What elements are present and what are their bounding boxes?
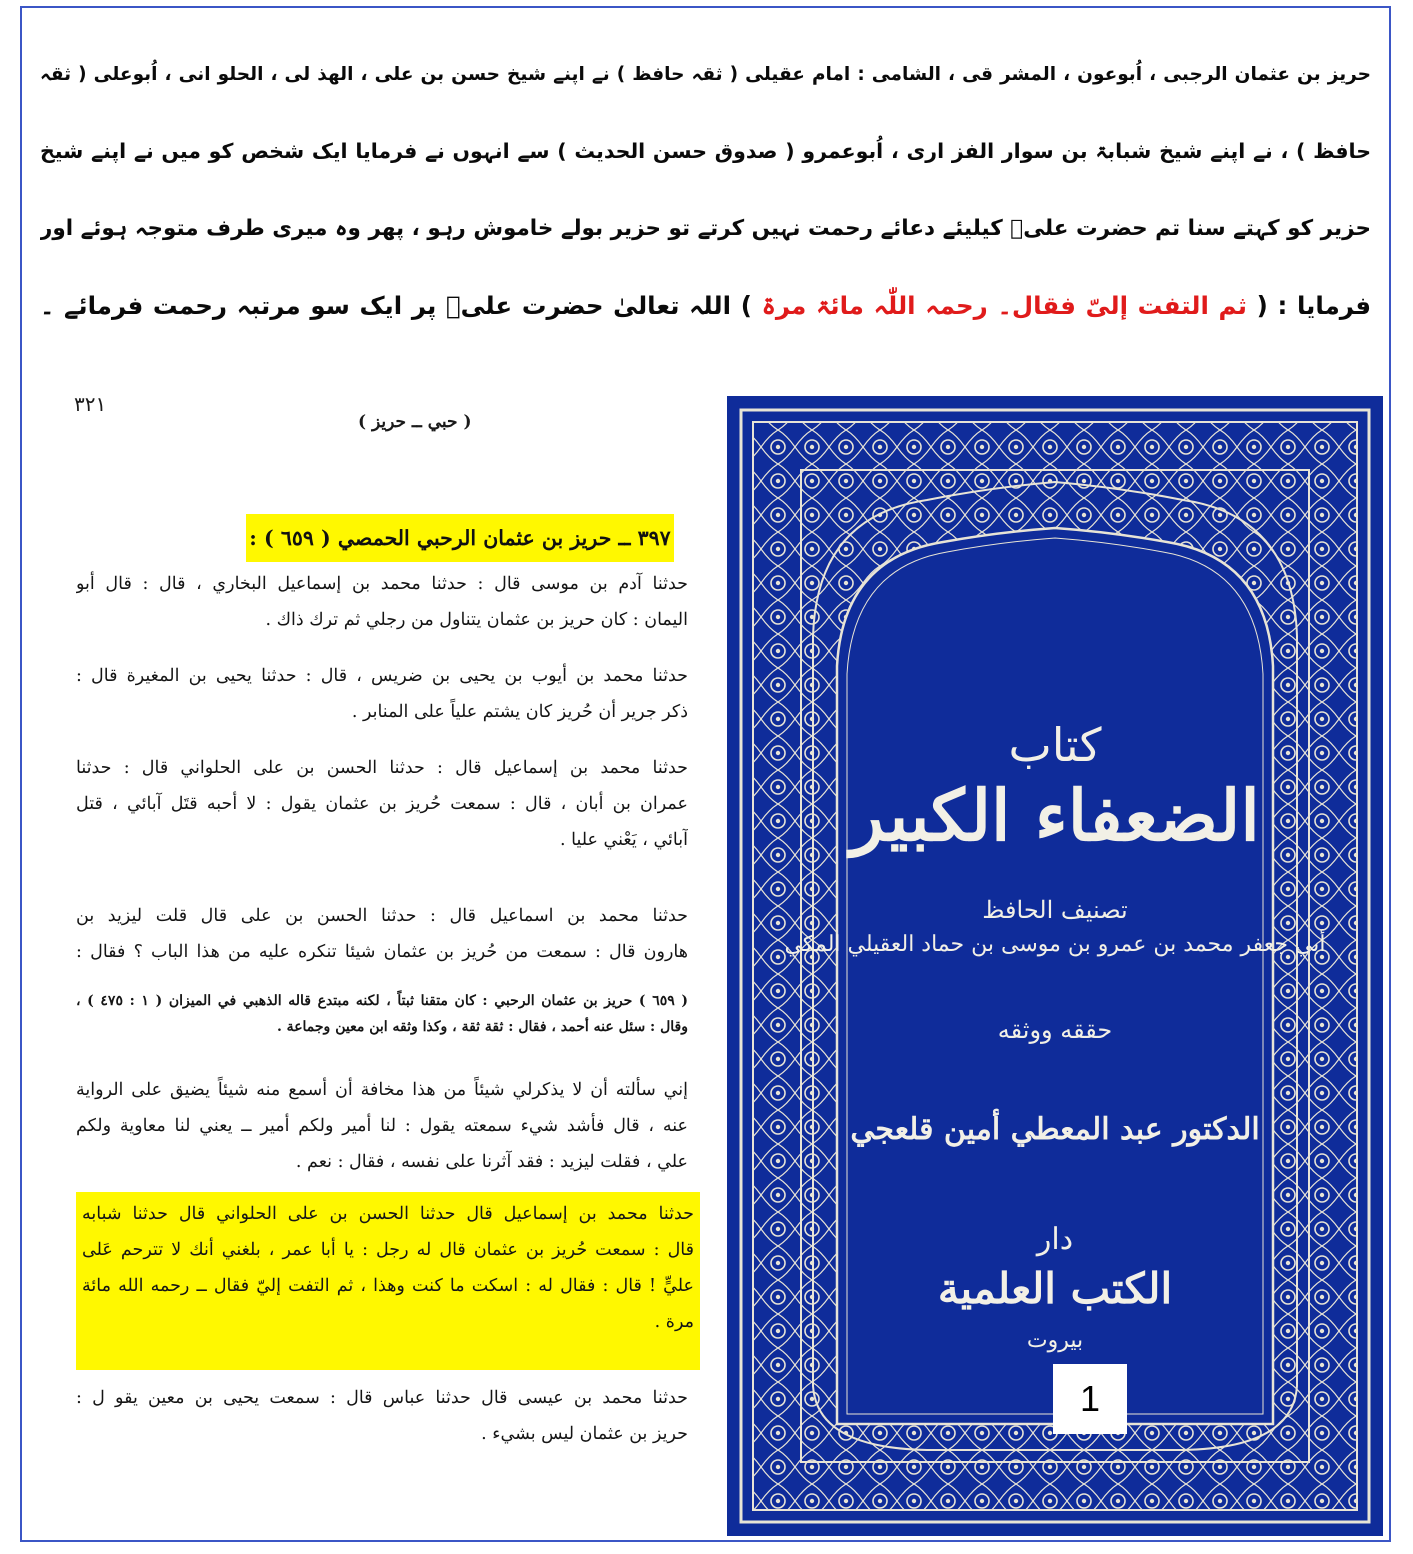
cover-kitab: كتاب	[1008, 718, 1102, 772]
text-line: عليٍّ ! قال : فقال له : اسكت ما كنت وهذا ، ثم التفت إليّ فقال ــ رحمه الله مائة	[82, 1276, 694, 1296]
text-line: اليمان : كان حريز بن عثمان يتناول من رجلي ثم ترك ذاك .	[265, 610, 688, 630]
text-line: عنه ، قال فأشد شيء سمعته يقول : لنا أمير ولكم أمير ــ يعني لنا معاوية ولكم	[76, 1116, 688, 1136]
text-line: ذكر جرير أن حُريز كان يشتم علياً على المنابر .	[351, 702, 688, 722]
cover-author: أبي جعفر محمد بن عمرو بن موسى بن حماد العقيلي المكي	[784, 932, 1326, 957]
paragraph	[76, 750, 688, 858]
arabic-quote-red: ثم التفت إلیّ فقال۔ رحمہ اللّٰہ مائۃ مرۃ	[761, 291, 1247, 320]
text-line: مرة .	[654, 1312, 694, 1332]
image-number-badge: 1	[1053, 1364, 1127, 1434]
cover-title: الضعفاء الكبير	[850, 774, 1260, 857]
text-line: قال : سمعت حُريز بن عثمان قال له رجل : يا أبا عمر ، بلغني أنك لا تترحم عَلى	[82, 1240, 694, 1260]
urdu-text: ) اللہ تعالیٰ حضرت علیؓ پر ایک سو مرتبہ رحمت فرمائے ۔	[40, 291, 752, 320]
paragraph	[76, 898, 688, 970]
page-number: ٣٢١	[74, 392, 107, 416]
text-line: حدثنا محمد بن أيوب بن يحيى بن ضريس ، قال : حدثنا يحيى بن المغيرة قال :	[76, 666, 688, 686]
highlighted-paragraph	[82, 1196, 694, 1340]
cover-tasnif: تصنيف الحافظ	[982, 896, 1128, 924]
footnote	[76, 988, 688, 1040]
text-line: حدثنا محمد بن إسماعيل قال : حدثنا الحسن بن على الحلواني قال : حدثنا	[76, 758, 688, 778]
paragraph	[76, 658, 688, 730]
cover-editor: الدكتور عبد المعطي أمين قلعجي	[850, 1112, 1260, 1147]
footnote-line: ( ٦٥٩ ) حريز بن عثمان الرحبي : كان متقنا ثبتاً ، لكنه مبتدع قاله الذهبي في الميزان ( ١ : ٤٧٥ ) ،	[76, 993, 688, 1009]
text-line: إني سألته أن لا يذكرلي شيئاً من هذا مخافة أن أسمع منه شيئاً يضيق على الرواية	[76, 1080, 688, 1100]
text-line: حدثنا محمد بن إسماعيل قال حدثنا الحسن بن على الحلواني قال حدثنا شبابه	[82, 1204, 694, 1224]
paragraph	[76, 1072, 688, 1180]
urdu-line: حافظ ) ، نے اپنے شیخ شبابۃ بن سوار الفز اری ، اُبوعمرو ( صدوق حسن الحدیث ) سے انہوں نے فرمایا ایک شخص کو میں نے اپنے شیخ	[40, 139, 1371, 163]
footnote-line: وقال : سئل عنه أحمد ، فقال : ثقة ثقة ، وكذا وثقه ابن معين وجماعة .	[276, 1019, 688, 1035]
running-head: ( حبي ــ حريز )	[358, 412, 472, 432]
document-frame	[20, 6, 1391, 1542]
cover-dar: دار	[1036, 1222, 1074, 1257]
text-line: حريز بن عثمان ليس بشيء .	[481, 1424, 688, 1444]
paragraph	[76, 566, 688, 638]
urdu-text: فرمایا : (	[1256, 291, 1371, 320]
text-line: علي ، فقلت ليزيد : فقد آثرنا على نفسه ، فقال : نعم .	[295, 1152, 688, 1172]
book-cover	[727, 396, 1383, 1536]
cover-city: بيروت	[1026, 1328, 1084, 1353]
entry-heading: ٣٩٧ ــ حريز بن عثمان الرحبي الحمصي ( ٦٥٩ ) :	[246, 514, 674, 562]
text-line: حدثنا محمد بن عيسى قال حدثنا عباس قال : سمعت يحيى بن معين يقو ل :	[76, 1388, 688, 1408]
text-line: آبائي ، يَعْني عليا .	[559, 830, 688, 850]
urdu-line: حریز بن عثمان الرجبی ، اُبوعون ، المشر قی ، الشامی : امام عقیلی ( ثقہ حافظ ) نے اپنے شیخ حسن بن علی ، الھذ لی ، الحلو انی ، اُبوعلی ( ثقہ	[40, 64, 1371, 85]
cover-editor-label: حققه ووثقه	[997, 1016, 1113, 1044]
text-line: حدثنا آدم بن موسى قال : حدثنا محمد بن إسماعيل البخاري ، قال : قال أبو	[76, 574, 688, 594]
urdu-line: حزیر کو کہتے سنا تم حضرت علیؓ کیلیئے دعائے رحمت نہیں کرتے تو حزیر بولے خاموش رہو ، پھر وہ میری طرف متوجہ ہوئے اور	[40, 216, 1371, 241]
cover-publisher: الكتب العلمية	[937, 1264, 1173, 1313]
text-line: هارون قال : سمعت من حُريز بن عثمان شيئا تنكره عليه من هذا الباب ؟ فقال :	[76, 942, 688, 962]
text-line: عمران بن أبان ، قال : سمعت حُريز بن عثمان يقول : لا أحبه قتَل آبائي ، قتل	[76, 794, 688, 814]
paragraph	[76, 1380, 688, 1452]
urdu-commentary	[40, 36, 1371, 344]
urdu-last-line	[40, 267, 1371, 344]
text-line: حدثنا محمد بن اسماعيل قال : حدثنا الحسن بن على قال قلت ليزيد بن	[76, 906, 688, 926]
